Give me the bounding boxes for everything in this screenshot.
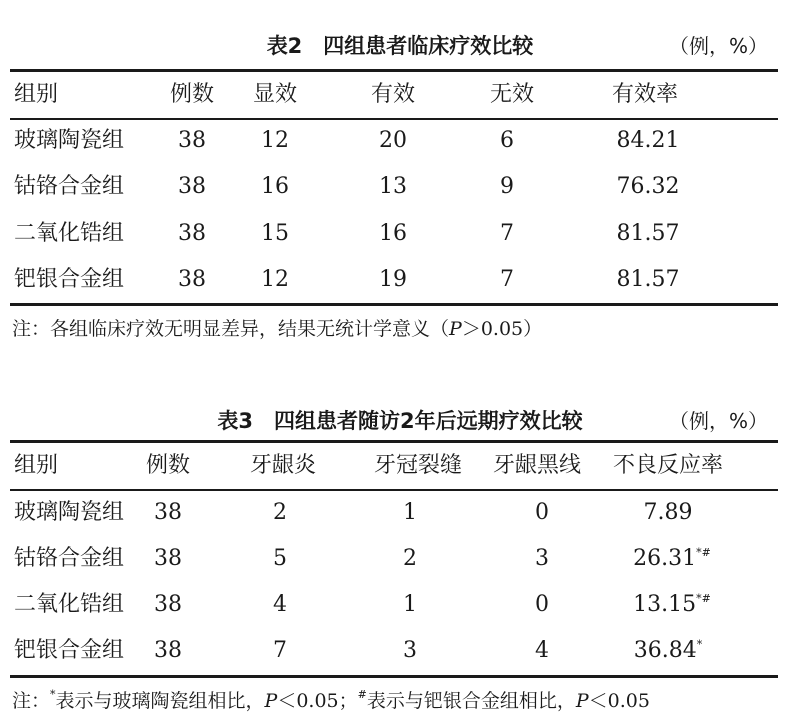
group-cell: 玻璃陶瓷组	[14, 128, 125, 153]
ineffective-cell: 9	[500, 174, 514, 199]
count-cell: 38	[178, 267, 206, 292]
header-marked: 显效	[252, 82, 298, 107]
crack-cell: 1	[403, 500, 417, 525]
marked-cell: 12	[261, 267, 289, 292]
gingivitis-cell: 4	[273, 592, 287, 617]
table-2-title: 表2 四组患者临床疗效比较	[266, 34, 534, 58]
footnote-text: 注：	[12, 690, 51, 712]
header-ineffective: 无效	[489, 82, 535, 107]
count-cell: 38	[154, 592, 182, 617]
table-2-header-row	[0, 72, 800, 118]
header-effective: 有效	[370, 82, 416, 107]
ineffective-cell: 7	[500, 267, 514, 292]
count-cell: 38	[178, 174, 206, 199]
crack-cell: 3	[403, 638, 417, 663]
effective-cell: 13	[379, 174, 407, 199]
footnote-text: 表示与钯银合金组相比，	[366, 690, 576, 712]
hash-mark: #	[357, 688, 367, 701]
header-rate: 有效率	[611, 82, 679, 107]
table-3-bottom-rule	[10, 675, 778, 678]
rate-cell: 81.57	[616, 267, 680, 292]
adverse-rate-cell	[633, 582, 711, 628]
effective-cell: 16	[379, 221, 407, 246]
count-cell: 38	[154, 638, 182, 663]
header-count: 例数	[169, 82, 215, 107]
table-row	[0, 118, 800, 164]
group-cell: 玻璃陶瓷组	[14, 500, 125, 525]
group-cell: 二氧化锆组	[14, 221, 125, 246]
adverse-rate-cell	[644, 490, 693, 536]
rate-value: 26.31	[633, 546, 697, 571]
table-row	[0, 628, 800, 674]
star-mark: *	[50, 688, 56, 701]
rate-value: 7.89	[643, 500, 693, 525]
rate-cell: 84.21	[616, 128, 680, 153]
rate-value: 36.84	[633, 638, 697, 663]
table-row	[0, 257, 800, 303]
p-symbol: P	[264, 690, 278, 712]
count-cell: 38	[178, 128, 206, 153]
table-3-footnote	[12, 686, 650, 713]
table-row	[0, 582, 800, 628]
header-group: 组别	[14, 82, 59, 107]
table-2-footnote	[12, 314, 542, 341]
rate-cell: 81.57	[616, 221, 680, 246]
gingivitis-cell: 2	[273, 500, 287, 525]
group-cell: 钯银合金组	[14, 267, 125, 292]
significance-mark: *	[696, 638, 703, 651]
header-count: 例数	[145, 453, 191, 478]
table-3-header-row	[0, 443, 800, 489]
table-row	[0, 211, 800, 257]
table-row	[0, 164, 800, 210]
header-adverse-rate: 不良反应率	[612, 453, 724, 478]
group-cell: 钴铬合金组	[14, 546, 125, 571]
header-group: 组别	[14, 453, 59, 478]
group-cell: 钯银合金组	[14, 638, 125, 663]
rate-value: 13.15	[633, 592, 697, 617]
header-gingivitis: 牙龈炎	[249, 453, 317, 478]
significance-mark: *#	[696, 546, 711, 559]
gingivitis-cell: 7	[273, 638, 287, 663]
table-2-unit: （例，%）	[668, 34, 768, 58]
header-crown-crack: 牙冠裂缝	[373, 453, 463, 478]
significance-mark: *#	[696, 592, 711, 605]
crack-cell: 1	[403, 592, 417, 617]
table-3-title: 表3 四组患者随访2年后远期疗效比较	[217, 409, 583, 433]
adverse-rate-cell	[633, 536, 711, 582]
table-row	[0, 536, 800, 582]
footnote-text: 注：各组临床疗效无明显差异，结果无统计学意义（	[12, 318, 450, 340]
count-cell: 38	[154, 500, 182, 525]
rate-cell: 76.32	[616, 174, 680, 199]
header-black-line: 牙龈黑线	[492, 453, 582, 478]
table-3-caption	[0, 405, 800, 445]
marked-cell: 16	[261, 174, 289, 199]
count-cell: 38	[154, 546, 182, 571]
group-cell: 二氧化锆组	[14, 592, 125, 617]
table-row	[0, 490, 800, 536]
ineffective-cell: 6	[500, 128, 514, 153]
adverse-rate-cell	[634, 628, 702, 674]
effective-cell: 20	[379, 128, 407, 153]
footnote-text: ＜0.05；	[277, 690, 358, 712]
black-line-cell: 0	[535, 500, 549, 525]
ineffective-cell: 7	[500, 221, 514, 246]
footnote-text: ＞0.05）	[461, 318, 543, 340]
table-2-caption	[0, 30, 800, 70]
group-cell: 钴铬合金组	[14, 174, 125, 199]
crack-cell: 2	[403, 546, 417, 571]
table-3-unit: （例，%）	[668, 409, 768, 433]
marked-cell: 12	[261, 128, 289, 153]
count-cell: 38	[178, 221, 206, 246]
black-line-cell: 0	[535, 592, 549, 617]
marked-cell: 15	[261, 221, 289, 246]
p-symbol: P	[575, 690, 589, 712]
black-line-cell: 4	[535, 638, 549, 663]
footnote-text: 表示与玻璃陶瓷组相比，	[55, 690, 265, 712]
black-line-cell: 3	[535, 546, 549, 571]
table-2-bottom-rule	[10, 303, 778, 306]
p-symbol: P	[449, 318, 462, 340]
effective-cell: 19	[379, 267, 407, 292]
gingivitis-cell: 5	[273, 546, 287, 571]
footnote-text: ＜0.05	[588, 690, 650, 712]
